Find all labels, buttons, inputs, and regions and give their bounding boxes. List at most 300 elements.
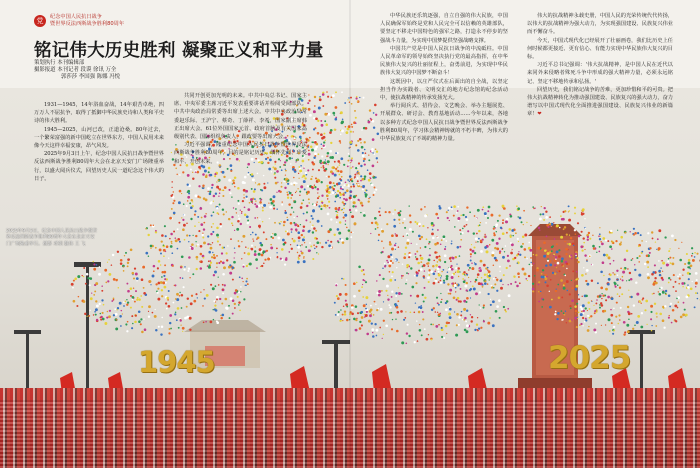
balloon [392, 319, 393, 320]
balloon [510, 252, 513, 255]
balloon [491, 285, 493, 287]
balloon [480, 260, 483, 263]
balloon [457, 246, 460, 249]
balloon [420, 247, 421, 248]
balloon [222, 289, 224, 291]
balloon [492, 324, 495, 327]
balloon [515, 232, 517, 234]
balloon [290, 182, 293, 185]
balloon [378, 234, 380, 236]
balloon [416, 295, 419, 298]
balloon [291, 231, 292, 232]
balloon [353, 201, 356, 204]
balloon [602, 261, 605, 264]
balloon [404, 227, 406, 229]
balloon [335, 193, 336, 194]
balloon [457, 217, 460, 220]
balloon [364, 141, 366, 143]
balloon [216, 298, 218, 300]
balloon [672, 286, 674, 288]
balloon [337, 190, 339, 192]
balloon [238, 245, 240, 247]
balloon [325, 168, 327, 170]
balloon [232, 299, 235, 302]
balloon [612, 272, 613, 273]
balloon [640, 326, 643, 329]
balloon [695, 292, 697, 294]
balloon [637, 232, 639, 234]
balloon [361, 270, 363, 272]
balloon [326, 205, 328, 207]
balloon [476, 218, 477, 219]
balloon [456, 212, 458, 214]
balloon [526, 258, 527, 259]
balloon [436, 256, 439, 259]
balloon [516, 254, 518, 256]
balloon [232, 225, 233, 226]
balloon [208, 260, 210, 262]
balloon [309, 100, 311, 102]
balloon [222, 314, 225, 317]
balloon [330, 129, 333, 132]
balloon [343, 205, 344, 206]
balloon [441, 275, 442, 276]
balloon [243, 197, 245, 199]
balloon [262, 207, 264, 209]
balloon [163, 255, 165, 257]
balloon [207, 235, 209, 237]
balloon [655, 325, 657, 327]
balloon [314, 152, 317, 155]
balloon [160, 281, 163, 284]
balloon [132, 272, 135, 275]
balloon [342, 186, 344, 188]
balloon [488, 270, 491, 273]
balloon [671, 322, 673, 324]
balloon [551, 250, 553, 252]
balloon [208, 251, 211, 254]
balloon [224, 284, 226, 286]
balloon [512, 235, 514, 237]
balloon [599, 238, 601, 240]
balloon [161, 240, 163, 242]
balloon [502, 248, 503, 249]
balloon [491, 239, 494, 242]
balloon [481, 277, 483, 279]
balloon [160, 264, 162, 266]
balloon [122, 313, 123, 314]
balloon [534, 275, 535, 276]
balloon [619, 319, 621, 321]
balloon [482, 284, 484, 286]
balloon [393, 225, 396, 228]
balloon [298, 236, 301, 239]
balloon [391, 256, 393, 258]
balloon [85, 283, 87, 285]
balloon [324, 113, 327, 116]
balloon [649, 252, 651, 254]
balloon [416, 320, 417, 321]
balloon [505, 245, 507, 247]
balloon [234, 252, 235, 253]
balloon [140, 295, 142, 297]
balloon [388, 264, 391, 267]
balloon [339, 293, 342, 296]
balloon [321, 167, 322, 168]
balloon [389, 306, 391, 308]
balloon [546, 285, 549, 288]
balloon [617, 323, 619, 325]
balloon [86, 273, 89, 276]
balloon [518, 276, 520, 278]
balloon [627, 306, 629, 308]
balloon [575, 288, 578, 291]
balloon [477, 317, 478, 318]
balloon [250, 234, 251, 235]
balloon [608, 256, 611, 259]
balloon [314, 159, 315, 160]
balloon [694, 256, 696, 258]
balloon [73, 280, 75, 282]
balloon [401, 293, 403, 295]
balloon [576, 303, 578, 305]
balloon [86, 316, 87, 317]
balloon [333, 188, 335, 190]
balloon [620, 267, 622, 269]
balloon [90, 277, 93, 280]
balloon [328, 113, 331, 116]
balloon [244, 252, 246, 254]
balloon [588, 326, 589, 327]
balloon [241, 211, 242, 212]
balloon [198, 230, 200, 232]
balloon [276, 192, 277, 193]
balloon [389, 262, 392, 265]
balloon [469, 248, 471, 250]
balloon [272, 166, 274, 168]
balloon [287, 194, 289, 196]
balloon [362, 155, 365, 158]
balloon [145, 252, 148, 255]
balloon [459, 229, 461, 231]
balloon [405, 283, 407, 285]
balloon [153, 225, 155, 227]
balloon [435, 264, 438, 267]
balloon [359, 327, 362, 330]
balloon [214, 175, 216, 177]
balloon [355, 97, 357, 99]
balloon [277, 182, 278, 183]
balloon [230, 169, 232, 171]
balloon [436, 252, 438, 254]
balloon [434, 270, 436, 272]
balloon [458, 324, 460, 326]
balloon [437, 217, 439, 219]
balloon [232, 279, 234, 281]
balloon [202, 165, 205, 168]
balloon [109, 310, 111, 312]
balloon [635, 281, 637, 283]
balloon [256, 205, 259, 208]
balloon [362, 296, 364, 298]
balloon [168, 258, 169, 259]
balloon [438, 281, 440, 283]
balloon [287, 197, 289, 199]
balloon [234, 230, 235, 231]
balloon [341, 278, 343, 280]
balloon [213, 254, 215, 256]
balloon [688, 278, 690, 280]
balloon [353, 282, 356, 285]
balloon [370, 305, 372, 307]
balloon [119, 302, 122, 305]
balloon [632, 328, 634, 330]
balloon [181, 307, 183, 309]
balloon [476, 233, 478, 235]
balloon [638, 245, 640, 247]
balloon [321, 225, 323, 227]
balloon [297, 252, 298, 253]
balloon [308, 146, 310, 148]
balloon [614, 273, 616, 275]
balloon [474, 329, 476, 331]
balloon [335, 195, 338, 198]
balloon [447, 283, 449, 285]
balloon [437, 236, 439, 238]
balloon [569, 210, 570, 211]
balloon [466, 297, 469, 300]
balloon [459, 271, 460, 272]
balloon [210, 202, 213, 205]
balloon [294, 169, 296, 171]
balloon [170, 328, 172, 330]
balloon [561, 296, 563, 298]
balloon [106, 317, 108, 319]
balloon [391, 291, 393, 293]
balloon [148, 305, 151, 308]
balloon [517, 263, 518, 264]
balloon [189, 277, 190, 278]
balloon [355, 319, 357, 321]
balloon [575, 253, 577, 255]
balloon [188, 192, 190, 194]
balloon [207, 243, 209, 245]
balloon [304, 188, 306, 190]
balloon [576, 257, 578, 259]
balloon [168, 305, 171, 308]
balloon [335, 106, 338, 109]
balloon [574, 212, 576, 214]
balloon [555, 311, 557, 313]
balloon [311, 176, 312, 177]
balloon [332, 191, 335, 194]
balloon [626, 250, 628, 252]
balloon [618, 314, 620, 316]
balloon [310, 178, 312, 180]
balloon [213, 201, 214, 202]
balloon [400, 310, 403, 313]
balloon [282, 201, 283, 202]
balloon [586, 260, 588, 262]
balloon [542, 269, 544, 271]
balloon [455, 291, 456, 292]
balloon [587, 329, 590, 332]
balloon [360, 212, 361, 213]
balloon [432, 229, 434, 231]
balloon [421, 236, 424, 239]
balloon [123, 305, 125, 307]
year-1945-sign: 1945 [138, 345, 215, 379]
balloon [581, 274, 584, 277]
balloon [400, 210, 402, 212]
balloon [256, 267, 258, 269]
balloon [362, 188, 364, 190]
balloon [114, 308, 116, 310]
balloon [297, 246, 300, 249]
balloon [558, 270, 560, 272]
balloon [268, 202, 269, 203]
balloon [169, 314, 172, 317]
balloon [237, 187, 240, 190]
balloon [242, 235, 245, 238]
balloon [478, 238, 480, 240]
balloon [539, 230, 540, 231]
balloon [288, 251, 290, 253]
balloon [638, 274, 641, 277]
balloon [556, 267, 557, 268]
balloon [223, 266, 226, 269]
balloon [451, 283, 453, 285]
balloon [617, 293, 619, 295]
balloon [382, 338, 383, 339]
balloon [308, 108, 311, 111]
balloon [607, 296, 610, 299]
balloon [458, 220, 460, 222]
balloon [355, 209, 357, 211]
balloon [234, 186, 236, 188]
balloon [620, 278, 621, 279]
balloon [695, 286, 696, 287]
balloon [394, 279, 396, 281]
balloon [460, 239, 462, 241]
balloon [251, 245, 253, 247]
balloon [130, 287, 133, 290]
balloon [156, 292, 158, 294]
balloon [345, 181, 347, 183]
balloon [612, 333, 614, 335]
balloon [463, 308, 466, 311]
balloon [89, 284, 91, 286]
balloon [234, 177, 237, 180]
balloon [407, 239, 410, 242]
balloon [482, 239, 484, 241]
balloon [496, 260, 498, 262]
balloon [363, 273, 365, 275]
balloon [242, 281, 243, 282]
balloon [368, 159, 370, 161]
balloon [405, 342, 407, 344]
balloon [321, 148, 322, 149]
balloon [545, 264, 548, 267]
balloon [605, 324, 606, 325]
balloon [108, 315, 111, 318]
balloon [644, 263, 646, 265]
balloon [336, 214, 338, 216]
balloon [628, 279, 630, 281]
balloon [321, 137, 324, 140]
balloon [531, 264, 533, 266]
balloon [93, 261, 95, 263]
balloon [465, 216, 467, 218]
balloon [360, 180, 362, 182]
balloon [468, 277, 469, 278]
balloon [374, 217, 377, 220]
balloon [405, 247, 407, 249]
balloon [218, 179, 220, 181]
balloon [175, 168, 177, 170]
balloon [630, 278, 633, 281]
balloon [579, 324, 581, 326]
balloon [161, 271, 163, 273]
balloon [351, 215, 354, 218]
balloon [555, 290, 557, 292]
balloon [258, 183, 260, 185]
article-column-2 [174, 92, 307, 166]
balloon [281, 186, 283, 188]
balloon [376, 292, 378, 294]
balloon [275, 182, 278, 185]
balloon [675, 320, 677, 322]
balloon [161, 326, 164, 329]
balloon [592, 235, 593, 236]
balloon [475, 241, 476, 242]
balloon [430, 270, 433, 273]
balloon [260, 200, 261, 201]
balloon [415, 282, 417, 284]
paragraph: 习近平总书记强调：'伟大抗战精神，是中国人民在近代以来同外来侵略者殊死斗争中形成的强大精神力量，必须永远铭记、坚定不移地传承和弘扬。' [527, 62, 673, 85]
balloon [492, 300, 495, 303]
balloon [126, 299, 127, 300]
balloon [202, 173, 205, 176]
balloon [83, 267, 85, 269]
balloon [553, 222, 554, 223]
balloon [100, 317, 102, 319]
balloon [112, 254, 114, 256]
balloon [659, 313, 662, 316]
balloon [195, 241, 196, 242]
balloon [675, 290, 677, 292]
balloon [362, 279, 364, 281]
balloon [287, 219, 289, 221]
balloon [438, 271, 440, 273]
balloon [72, 287, 74, 289]
balloon [629, 231, 630, 232]
balloon [519, 254, 521, 256]
balloon [329, 156, 332, 159]
balloon [380, 308, 383, 311]
balloon [133, 288, 134, 289]
balloon [479, 304, 480, 305]
balloon [301, 252, 304, 255]
balloon [340, 170, 343, 173]
balloon [332, 112, 335, 115]
balloon [463, 271, 465, 273]
balloon [179, 319, 181, 321]
balloon [283, 221, 286, 224]
balloon [220, 315, 221, 316]
balloon [403, 235, 405, 237]
balloon [451, 243, 453, 245]
